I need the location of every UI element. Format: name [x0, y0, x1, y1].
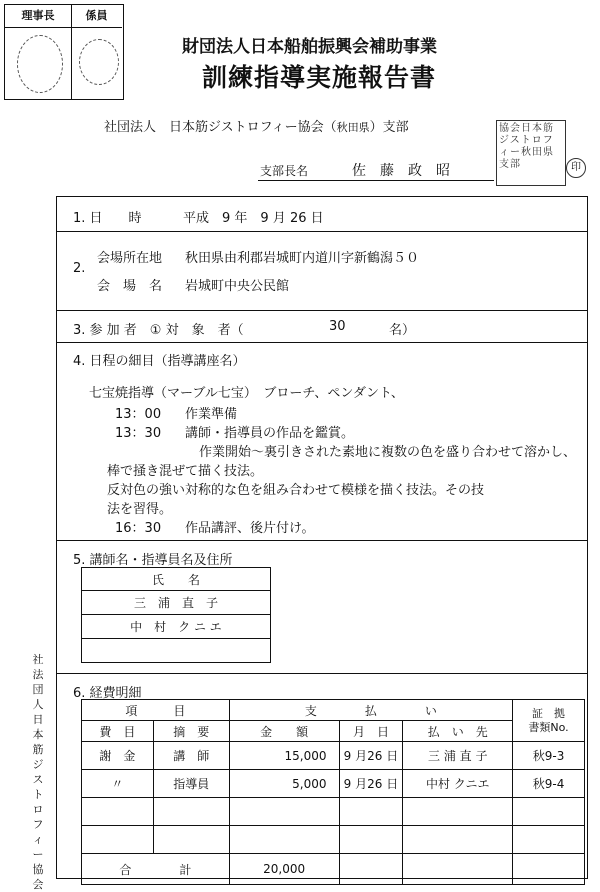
schedule-text: 作業準備 [185, 407, 238, 422]
title-grant: 財団法人日本船舶振興会補助事業 [182, 37, 437, 57]
schedule-text: 棒で掻き混ぜて描く技法。 [107, 464, 264, 479]
instructor-table [81, 567, 271, 663]
expense-label: 6. 経費明細 [73, 686, 142, 701]
schedule-text: 法を習得。 [107, 502, 173, 517]
schedule-time: 13：30 [115, 426, 162, 441]
expense-cell-cert: 秋9-4 [513, 770, 585, 798]
schedule-line [115, 519, 585, 538]
date-label: 1. 日 時 [73, 211, 142, 226]
venue-section-number: 2. [73, 261, 86, 276]
expense-cell-payee [403, 798, 513, 826]
expense-cell-payee: 中村 クニエ [403, 770, 513, 798]
expense-total-label: 合 計 [82, 854, 230, 885]
expense-cell-cert: 秋9-3 [513, 742, 585, 770]
branch-head-name: 佐 藤 政 昭 [352, 163, 450, 179]
schedule-line [115, 443, 585, 462]
schedule-time: 13：00 [115, 407, 162, 422]
participants-unit: 名） [389, 323, 416, 338]
expense-header-description: 摘 要 [153, 721, 229, 742]
expense-cell-desc: 講 師 [153, 742, 229, 770]
instructor-label: 5. 講師名・指導員名及住所 [73, 553, 233, 568]
instructor-table-header: 氏 名 [82, 568, 271, 591]
expense-cell-date: 9 月26 日 [339, 770, 403, 798]
instructor-row: 三 浦 直 子 [82, 591, 271, 615]
expense-cell-date [339, 798, 403, 826]
expense-cell-cat [82, 798, 154, 826]
schedule-list [107, 405, 585, 538]
clerk-seal [79, 39, 119, 85]
venue-name: 岩城町中央公民館 [185, 279, 290, 294]
schedule-text: 反対色の強い対称的な色を組み合わせて模様を描く技法。その技 [107, 483, 485, 498]
expense-cell-desc: 指導員 [153, 770, 229, 798]
schedule-time: 16：30 [115, 521, 162, 536]
venue-address-label: 会場所在地 [97, 251, 163, 266]
expense-cell-cert [513, 826, 585, 854]
expense-cell-cert [513, 798, 585, 826]
instructor-row: 中 村 ク ニ エ [82, 615, 271, 639]
expense-header-payee: 払 い 先 [403, 721, 513, 742]
schedule-line [115, 424, 585, 443]
page-title: 訓練指導実施報告書 [202, 63, 437, 92]
side-organization-text: 社法団人日本筋ジストロフィー協会 [32, 653, 44, 891]
approval-stamp-box [4, 4, 124, 100]
expense-cell-cat: 謝 金 [82, 742, 154, 770]
director-seal [17, 35, 63, 93]
course-name: 七宝焼指導（マーブル七宝） ブローチ、ペンダント、 [89, 386, 404, 401]
date-value: 平成 9 年 9 月 26 日 [183, 211, 324, 226]
expense-row [82, 798, 585, 826]
report-form [56, 196, 588, 879]
expense-cell-amount: 15,000 [229, 742, 339, 770]
organization-line: 社団法人 日本筋ジストロフィー協会（秋田県）支部 [104, 120, 409, 135]
stamp-col-clerk: 係員 [71, 5, 122, 28]
schedule-line [107, 500, 585, 519]
schedule-text: 作品講評、後片付け。 [185, 521, 315, 536]
expense-cell-amount [229, 826, 339, 854]
expense-total-amount: 20,000 [229, 854, 339, 885]
venue-name-label: 会 場 名 [97, 279, 163, 294]
expense-row [82, 826, 585, 854]
expense-cell-amount: 5,000 [229, 770, 339, 798]
expense-header-item: 項 目 [82, 700, 230, 721]
instructor-row [82, 639, 271, 663]
expense-header-category: 費 目 [82, 721, 154, 742]
expense-row [82, 742, 585, 770]
schedule-line [107, 462, 585, 481]
expense-header-amount: 金 額 [229, 721, 339, 742]
branch-seal: 協会日本筋ジストロフィー秋田県支部 [496, 120, 566, 186]
expense-cell-payee [403, 826, 513, 854]
expense-header-date: 月 日 [339, 721, 403, 742]
expense-header-payment: 支 払 い [229, 700, 512, 721]
expense-cell-cat: 〃 [82, 770, 154, 798]
expense-cell-date [339, 826, 403, 854]
expense-cell-amount [229, 798, 339, 826]
schedule-text: 講師・指導員の作品を鑑賞。 [185, 426, 355, 441]
expense-cell-desc [153, 798, 229, 826]
expense-cell-desc [153, 826, 229, 854]
participants-count: 30 [329, 319, 346, 334]
expense-cell-date: 9 月26 日 [339, 742, 403, 770]
seal-mark-icon: 印 [566, 158, 586, 178]
expense-cell-cat [82, 826, 154, 854]
schedule-line [107, 481, 585, 500]
expense-cell-payee: 三 浦 直 子 [403, 742, 513, 770]
schedule-line [115, 405, 585, 424]
expense-table [81, 699, 585, 885]
venue-address: 秋田県由利郡岩城町内道川字新鶴潟５０ [185, 251, 420, 266]
expense-header-cert: 証 拠 書類No. [513, 700, 585, 742]
schedule-text: 作業開始～裏引きされた素地に複数の色を盛り合わせて溶かし、 [199, 445, 577, 460]
participants-label: 3. 参 加 者 ① 対 象 者（ [73, 323, 244, 338]
branch-head-label: 支部長名 [260, 164, 309, 178]
expense-row [82, 770, 585, 798]
stamp-col-director: 理事長 [5, 5, 72, 28]
schedule-time [115, 443, 199, 462]
schedule-label: 4. 日程の細目（指導講座名） [73, 354, 246, 369]
